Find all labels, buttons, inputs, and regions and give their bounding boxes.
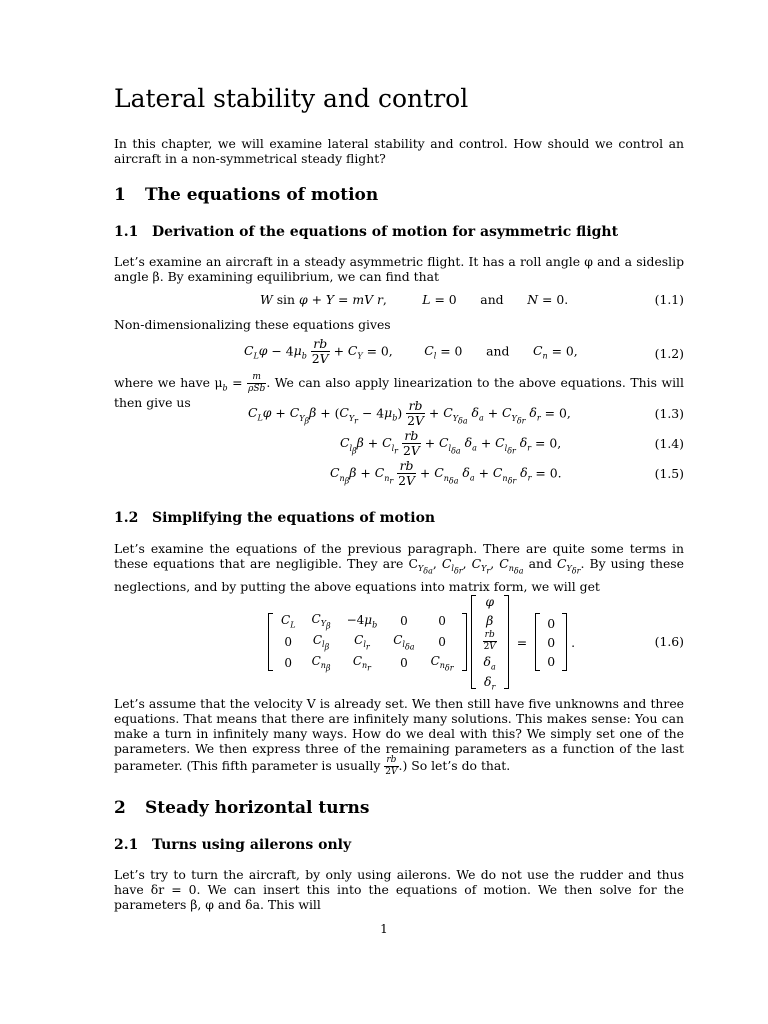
subsection-number: 1.1 <box>114 224 139 240</box>
equation-number: (1.2) <box>654 346 684 361</box>
subsection-title: Simplifying the equations of motion <box>152 510 436 526</box>
section-title: The equations of motion <box>145 185 379 205</box>
section-number: 1 <box>114 185 126 205</box>
page-number: 1 <box>380 922 388 936</box>
subsection-heading-1-2 <box>114 510 435 526</box>
paragraph-ailerons: Let’s try to turn the aircraft, by only using ailerons. We do not use the rudder and thus have δr = 0. We can insert this into the equations of motion. We then solve for the parameters β, φ and δa. This will <box>114 867 684 912</box>
unknowns-vector: φ β $\frac{rb}{2V}$ $\delta_a$ $\delta_r$ <box>483 594 496 691</box>
equation-1-2 <box>114 338 684 368</box>
paragraph-nondim: Non-dimensionalizing these equations gives <box>114 317 391 332</box>
equation-1-4 <box>114 430 684 460</box>
section-title: Steady horizontal turns <box>145 798 370 818</box>
equation-body: $C_L\varphi - 4\mu_b$ $\frac{rb}{2V}$ + $C_Y = 0$, $C_l = 0$ and $C_n = 0$, <box>244 336 578 367</box>
subsection-title: Derivation of the equations of motion for asymmetric flight <box>152 224 619 240</box>
equation-body: $C_{n_\beta}\beta + C_{n_r}$ $\frac{rb}{2V}$ + $C_{n_{\delta a}}$ $\delta_a + C_{n_{\delta r}}$ $\delta_r = 0$. <box>330 458 562 489</box>
section-heading-2 <box>114 798 369 818</box>
subsection-heading-2-1 <box>114 837 351 853</box>
equation-number: (1.6) <box>654 634 684 649</box>
equation-number: (1.1) <box>654 292 684 307</box>
subsection-number: 1.2 <box>114 510 139 526</box>
equation-number: (1.4) <box>654 436 684 451</box>
coefficient-matrix: $C_L$ $C_{Y_\beta}$ $-4\mu_b$ 0 0 0 $C_{l_\beta}$ $C_{l_r}$ $C_{l_{\delta a}}$ 0 0 $C_{n_\beta}$ $C_{n_r}$ 0 $C_{n_{\delta r}}$ <box>281 611 454 673</box>
zero-vector: 0 0 0 <box>547 615 556 669</box>
equation-body: W sin φ + Y = mV r, L = 0 and N = 0. <box>260 292 569 307</box>
equation-1-5 <box>114 460 684 490</box>
equation-number: (1.3) <box>654 406 684 421</box>
subsection-heading-1-1 <box>114 224 618 240</box>
equation-1-3 <box>114 400 684 430</box>
paragraph-simplify: Let’s examine the equations of the previous paragraph. There are quite some terms in these equations that are negligible. They are $C_{Y_{\delta a}}$, $C_{l_{\delta r}}$, $C_{Y_r}$, $C_{n_{\delta a}}$ and $C_{Y_{\delta r}}$. By using these neglections, and by putting the above equations into matrix form, we will get <box>114 541 684 595</box>
matrix-equation: $C_L$ $C_{Y_\beta}$ $-4\mu_b$ 0 0 0 $C_{l_\beta}$ $C_{l_r}$ $C_{l_{\delta a}}$ 0 0 $C_{n_\beta}$ $C_{n_r}$ 0 $C_{n_{\delta r}}$ φ β $\frac{rb}{2V}$ $\delta_a$ $\delta_r$ = 0 0 0 . <box>268 594 575 690</box>
intro-paragraph: In this chapter, we will examine lateral stability and control. How should we control an aircraft in a non-symmetrical steady flight? <box>114 136 684 166</box>
equation-1-6 <box>114 594 684 690</box>
page-title: Lateral stability and control <box>114 84 469 113</box>
equation-number: (1.5) <box>654 466 684 481</box>
equation-1-1 <box>114 292 684 308</box>
equation-body: $C_L\varphi + C_{Y_\beta}\beta + (C_{Y_r} - 4\mu_b)$ $\frac{rb}{2V}$ + $C_{Y_{\delta a}}$ $\delta_a + C_{Y_{\delta r}}$ $\delta_r = 0$, <box>248 398 571 429</box>
paragraph-derivation: Let’s examine an aircraft in a steady asymmetric flight. It has a roll angle φ and a sideslip angle β. By examining equilibrium, we can find that <box>114 254 684 284</box>
paragraph-velocity: Let’s assume that the velocity V is already set. We then still have five unknowns and three equations. That means that there are infinitely many solutions. This makes sense: You can make a turn in infinitely many ways. How do we deal with this? We simply set one of the parameters. We then express three of the remaining parameters as a function of the last parameter. (This fifth parameter is usually $\frac{rb}{2V}$ .) So let’s do that. <box>114 696 684 777</box>
paragraph-linearization: where we have $\mu_b$ = $\frac{m}{\text{ρSb}}$ . We can also apply linearization to the above equations. This will then give us <box>114 372 684 411</box>
section-number: 2 <box>114 798 126 818</box>
subsection-number: 2.1 <box>114 837 139 853</box>
section-heading-1 <box>114 185 378 205</box>
equation-body: $C_{l_\beta}\beta + C_{l_r}$ $\frac{rb}{2V}$ + $C_{l_{\delta a}}$ $\delta_a + C_{l_{\delta r}}$ $\delta_r = 0$, <box>340 428 562 459</box>
subsection-title: Turns using ailerons only <box>152 837 352 853</box>
